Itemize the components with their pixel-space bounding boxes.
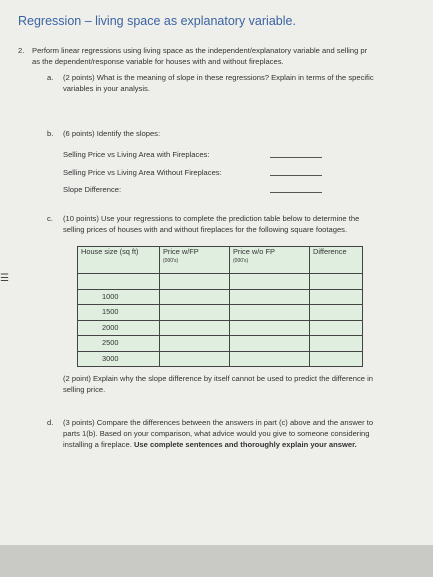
difference-cell[interactable] [310,289,363,305]
part-d-line-1: (3 points) Compare the differences between the answers in part (c) above and the answer to [63,418,374,427]
table-row [78,320,363,336]
price-with-fp-cell[interactable] [160,351,230,367]
slope-with-fireplace-blank[interactable] [270,157,322,158]
table-row [78,289,363,305]
price-without-fp-cell[interactable] [230,289,310,305]
part-c-followup-line-1: (2 point) Explain why the slope difference by itself cannot be used to predict the difference in [63,374,373,383]
part-d-line-3-plain: installing a fireplace. [63,440,132,449]
price-with-fp-cell[interactable] [160,289,230,305]
difference-cell[interactable] [310,305,363,321]
house-size-cell: 1000 [78,289,160,305]
price-with-fp-cell[interactable] [160,336,230,352]
part-a-label: a. [47,73,54,82]
part-b-prompt: (6 points) Identify the slopes: [63,129,161,138]
part-a-line-1: (2 points) What is the meaning of slope in these regressions? Explain in terms of the specific [63,73,374,82]
header-difference: Difference [310,247,363,274]
part-c-followup-line-2: selling price. [63,385,106,394]
part-d-instruction-bold: Use complete sentences and thoroughly explain your answer. [133,440,357,449]
table-header-row [78,247,363,274]
part-d-label: d. [47,418,54,427]
house-size-cell: 2500 [78,336,160,352]
price-without-fp-cell[interactable] [230,336,310,352]
table-row [78,351,363,367]
header-price-without-fp: Price w/o FP (000's) [230,247,310,274]
question-text-line-1: Perform linear regressions using living space as the independent/explanatory variable and selling pr [32,46,368,55]
price-without-fp-cell[interactable] [230,305,310,321]
question-number: 2. [18,46,25,55]
difference-cell[interactable] [310,336,363,352]
slope-without-fireplace-label: Selling Price vs Living Area Without Fireplaces: [63,168,222,177]
price-without-fp-cell[interactable] [230,320,310,336]
question-text-line-2: as the dependent/response variable for houses with and without fireplaces. [32,57,284,66]
difference-cell[interactable] [310,320,363,336]
part-c-line-1: (10 points) Use your regressions to complete the prediction table below to determine the [63,214,360,223]
price-with-fp-cell[interactable] [160,305,230,321]
header-price-with-fp: Price w/FP (000's) [160,247,230,274]
part-d-line-2: parts 1(b). Based on your comparison, what advice would you give to someone considering [63,429,370,438]
slope-with-fireplace-label: Selling Price vs Living Area with Fireplaces: [63,150,210,159]
part-d-line-3 [63,439,357,450]
page-edge-shadow [0,545,433,577]
page-title: Regression – living space as explanatory variable. [18,14,296,28]
house-size-cell: 1500 [78,305,160,321]
part-b-label: b. [47,129,54,138]
house-size-cell: 2000 [78,320,160,336]
prediction-table [77,246,363,367]
header-house-size: House size (sq ft) [78,247,160,274]
table-row [78,336,363,352]
house-size-cell: 3000 [78,351,160,367]
part-c-label: c. [47,214,53,223]
part-a-line-2: variables in your analysis. [63,84,150,93]
slope-difference-label: Slope Difference: [63,185,122,194]
part-c-line-2: selling prices of houses with and without fireplaces for the following square footages. [63,225,348,234]
table-row [78,305,363,321]
margin-mark: ☰ [0,273,9,284]
difference-cell[interactable] [310,351,363,367]
slope-difference-blank[interactable] [270,192,322,193]
slope-without-fireplace-blank[interactable] [270,175,322,176]
price-with-fp-cell[interactable] [160,320,230,336]
table-row-spacer [78,274,363,290]
price-without-fp-cell[interactable] [230,351,310,367]
